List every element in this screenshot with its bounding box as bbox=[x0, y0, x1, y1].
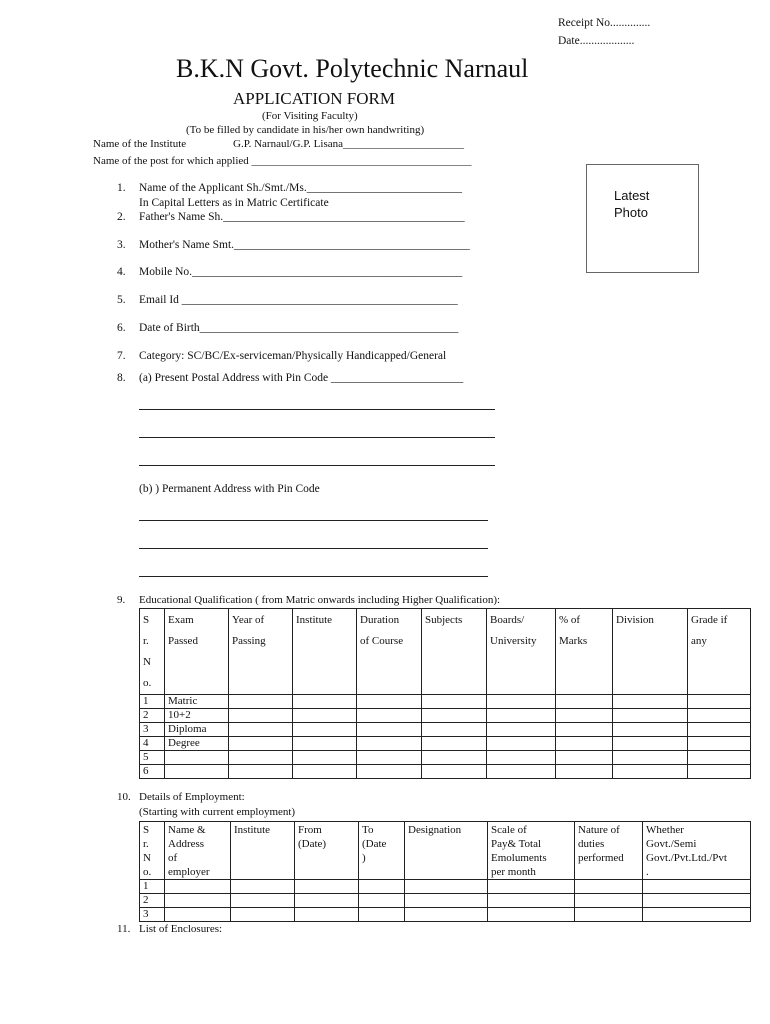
emp-sr-cell: 2 bbox=[140, 894, 165, 908]
present-address-line[interactable] bbox=[139, 437, 495, 438]
emp-blank-cell[interactable] bbox=[643, 894, 751, 908]
edu-blank-cell[interactable] bbox=[487, 723, 556, 737]
edu-blank-cell[interactable] bbox=[613, 709, 688, 723]
emp-blank-cell[interactable] bbox=[643, 880, 751, 894]
field-1-number: 1. bbox=[117, 182, 126, 194]
table-row bbox=[140, 695, 751, 709]
emp-blank-cell[interactable] bbox=[405, 894, 488, 908]
edu-exam-cell: 10+2 bbox=[165, 709, 229, 723]
receipt-date: Date................... bbox=[558, 35, 635, 47]
emp-blank-cell[interactable] bbox=[359, 880, 405, 894]
edu-sr-cell: 4 bbox=[140, 737, 165, 751]
edu-blank-cell[interactable] bbox=[293, 723, 357, 737]
emp-header-scale: Scale of Pay& Total Emoluments per month bbox=[488, 822, 575, 880]
edu-blank-cell[interactable] bbox=[556, 751, 613, 765]
edu-blank-cell[interactable] bbox=[422, 751, 487, 765]
emp-blank-cell[interactable] bbox=[575, 894, 643, 908]
edu-blank-cell[interactable] bbox=[229, 723, 293, 737]
edu-header-grade: Grade if any bbox=[688, 609, 751, 695]
edu-blank-cell[interactable] bbox=[422, 723, 487, 737]
emp-blank-cell[interactable] bbox=[488, 894, 575, 908]
emp-blank-cell[interactable] bbox=[359, 908, 405, 922]
edu-blank-cell[interactable] bbox=[487, 709, 556, 723]
edu-blank-cell[interactable] bbox=[556, 695, 613, 709]
emp-header-employer: Name & Address of employer bbox=[165, 822, 231, 880]
edu-blank-cell[interactable] bbox=[357, 737, 422, 751]
emp-header-to: To (Date ) bbox=[359, 822, 405, 880]
edu-blank-cell[interactable] bbox=[229, 695, 293, 709]
post-applied-line[interactable]: Name of the post for which applied ________________________________________ bbox=[93, 155, 472, 167]
edu-exam-cell[interactable] bbox=[165, 751, 229, 765]
emp-header-from: From (Date) bbox=[295, 822, 359, 880]
edu-header-institute: Institute bbox=[293, 609, 357, 695]
emp-header-nature: Nature of duties performed bbox=[575, 822, 643, 880]
table-row bbox=[140, 908, 751, 922]
edu-blank-cell[interactable] bbox=[229, 765, 293, 779]
field-mother-name[interactable]: Mother's Name Smt._________________________________________ bbox=[139, 239, 470, 251]
emp-blank-cell[interactable] bbox=[405, 880, 488, 894]
edu-blank-cell[interactable] bbox=[422, 765, 487, 779]
field-father-name[interactable]: Father's Name Sh.__________________________________________ bbox=[139, 211, 465, 223]
edu-blank-cell[interactable] bbox=[422, 695, 487, 709]
edu-blank-cell[interactable] bbox=[688, 751, 751, 765]
edu-header-subjects: Subjects bbox=[422, 609, 487, 695]
edu-blank-cell[interactable] bbox=[293, 709, 357, 723]
table-row bbox=[140, 880, 751, 894]
field-present-address[interactable]: (a) Present Postal Address with Pin Code _______________________ bbox=[139, 372, 464, 384]
edu-blank-cell[interactable] bbox=[487, 751, 556, 765]
edu-blank-cell[interactable] bbox=[422, 737, 487, 751]
institute-value[interactable]: G.P. Narnaul/G.P. Lisana______________________ bbox=[233, 138, 464, 150]
edu-header-duration: Duration of Course bbox=[357, 609, 422, 695]
edu-blank-cell[interactable] bbox=[487, 765, 556, 779]
table-row bbox=[140, 709, 751, 723]
employment-title: Details of Employment: bbox=[139, 791, 245, 803]
table-row bbox=[140, 894, 751, 908]
table-row bbox=[140, 765, 751, 779]
permanent-address-label: (b) ) Permanent Address with Pin Code bbox=[139, 483, 320, 495]
edu-blank-cell[interactable] bbox=[293, 737, 357, 751]
present-address-line[interactable] bbox=[139, 465, 495, 466]
edu-blank-cell[interactable] bbox=[357, 751, 422, 765]
emp-blank-cell[interactable] bbox=[231, 894, 295, 908]
receipt-number: Receipt No.............. bbox=[558, 17, 651, 29]
table-row bbox=[140, 751, 751, 765]
institute-label: Name of the Institute bbox=[93, 138, 187, 150]
edu-blank-cell[interactable] bbox=[688, 709, 751, 723]
emp-blank-cell[interactable] bbox=[231, 908, 295, 922]
edu-blank-cell[interactable] bbox=[688, 765, 751, 779]
edu-blank-cell[interactable] bbox=[613, 765, 688, 779]
edu-header-division: Division bbox=[613, 609, 688, 695]
emp-blank-cell[interactable] bbox=[231, 880, 295, 894]
emp-blank-cell[interactable] bbox=[295, 880, 359, 894]
edu-blank-cell[interactable] bbox=[688, 737, 751, 751]
emp-blank-cell[interactable] bbox=[575, 908, 643, 922]
emp-blank-cell[interactable] bbox=[165, 894, 231, 908]
field-6-number: 6. bbox=[117, 322, 126, 334]
form-subtitle-visiting: (For Visiting Faculty) bbox=[262, 110, 358, 122]
employment-subtitle: (Starting with current employment) bbox=[139, 806, 296, 818]
edu-blank-cell[interactable] bbox=[556, 765, 613, 779]
table-row bbox=[140, 737, 751, 751]
edu-blank-cell[interactable] bbox=[688, 695, 751, 709]
edu-blank-cell[interactable] bbox=[613, 737, 688, 751]
employment-table bbox=[139, 821, 751, 922]
form-title: APPLICATION FORM bbox=[233, 89, 395, 108]
edu-blank-cell[interactable] bbox=[487, 737, 556, 751]
emp-sr-cell: 3 bbox=[140, 908, 165, 922]
edu-blank-cell[interactable] bbox=[556, 709, 613, 723]
photo-label-line2: Photo bbox=[614, 205, 648, 220]
edu-blank-cell[interactable] bbox=[357, 765, 422, 779]
field-dob[interactable]: Date of Birth_____________________________________________ bbox=[139, 322, 459, 334]
field-email[interactable]: Email Id ________________________________________________ bbox=[139, 294, 458, 306]
emp-blank-cell[interactable] bbox=[643, 908, 751, 922]
edu-sr-cell: 1 bbox=[140, 695, 165, 709]
photo-box[interactable] bbox=[586, 164, 699, 273]
edu-header-exam: Exam Passed bbox=[165, 609, 229, 695]
edu-sr-cell: 5 bbox=[140, 751, 165, 765]
institute-title: B.K.N Govt. Polytechnic Narnaul bbox=[176, 54, 529, 83]
edu-blank-cell[interactable] bbox=[556, 737, 613, 751]
enclosures-label: List of Enclosures: bbox=[139, 923, 223, 935]
education-table bbox=[139, 608, 751, 779]
edu-blank-cell[interactable] bbox=[293, 751, 357, 765]
edu-sr-cell: 2 bbox=[140, 709, 165, 723]
field-7-number: 7. bbox=[117, 350, 126, 362]
edu-blank-cell[interactable] bbox=[487, 695, 556, 709]
form-subtitle-handwriting: (To be filled by candidate in his/her own handwriting) bbox=[186, 124, 425, 136]
emp-blank-cell[interactable] bbox=[405, 908, 488, 922]
edu-blank-cell[interactable] bbox=[613, 695, 688, 709]
edu-exam-cell: Degree bbox=[165, 737, 229, 751]
employment-number: 10. bbox=[117, 791, 131, 803]
edu-exam-cell: Diploma bbox=[165, 723, 229, 737]
table-row bbox=[140, 723, 751, 737]
emp-header-govt: Whether Govt./Semi Govt./Pvt.Ltd./Pvt . bbox=[643, 822, 751, 880]
edu-sr-cell: 3 bbox=[140, 723, 165, 737]
field-4-number: 4. bbox=[117, 266, 126, 278]
edu-blank-cell[interactable] bbox=[229, 709, 293, 723]
edu-exam-cell: Matric bbox=[165, 695, 229, 709]
edu-header-board: Boards/ University bbox=[487, 609, 556, 695]
emp-blank-cell[interactable] bbox=[575, 880, 643, 894]
emp-header-institute: Institute bbox=[231, 822, 295, 880]
education-title: Educational Qualification ( from Matric onwards including Higher Qualification): bbox=[139, 594, 501, 606]
edu-blank-cell[interactable] bbox=[293, 695, 357, 709]
edu-exam-cell[interactable] bbox=[165, 765, 229, 779]
field-5-number: 5. bbox=[117, 294, 126, 306]
edu-blank-cell[interactable] bbox=[357, 695, 422, 709]
emp-header-sr: S r. N o. bbox=[140, 822, 165, 880]
emp-blank-cell[interactable] bbox=[488, 908, 575, 922]
emp-blank-cell[interactable] bbox=[165, 880, 231, 894]
present-address-line[interactable] bbox=[139, 409, 495, 410]
edu-blank-cell[interactable] bbox=[293, 765, 357, 779]
field-mobile[interactable]: Mobile No._______________________________________________ bbox=[139, 266, 463, 278]
edu-sr-cell: 6 bbox=[140, 765, 165, 779]
edu-blank-cell[interactable] bbox=[357, 723, 422, 737]
emp-blank-cell[interactable] bbox=[295, 894, 359, 908]
photo-label-line1: Latest bbox=[614, 188, 650, 203]
field-capital-note: In Capital Letters as in Matric Certificate bbox=[139, 197, 329, 209]
employment-header-row bbox=[140, 822, 751, 880]
edu-blank-cell[interactable] bbox=[422, 709, 487, 723]
emp-header-designation: Designation bbox=[405, 822, 488, 880]
field-category[interactable]: Category: SC/BC/Ex-serviceman/Physically Handicapped/General bbox=[139, 350, 447, 362]
permanent-address-line[interactable] bbox=[139, 576, 488, 577]
emp-blank-cell[interactable] bbox=[488, 880, 575, 894]
edu-blank-cell[interactable] bbox=[357, 709, 422, 723]
edu-blank-cell[interactable] bbox=[556, 723, 613, 737]
edu-blank-cell[interactable] bbox=[688, 723, 751, 737]
edu-header-marks: % of Marks bbox=[556, 609, 613, 695]
emp-blank-cell[interactable] bbox=[295, 908, 359, 922]
enclosures-number: 11. bbox=[117, 923, 131, 935]
edu-blank-cell[interactable] bbox=[613, 723, 688, 737]
field-8-number: 8. bbox=[117, 372, 126, 384]
emp-blank-cell[interactable] bbox=[359, 894, 405, 908]
edu-blank-cell[interactable] bbox=[229, 737, 293, 751]
edu-header-sr: S r. N o. bbox=[140, 609, 165, 695]
edu-blank-cell[interactable] bbox=[229, 751, 293, 765]
education-header-row bbox=[140, 609, 751, 695]
emp-sr-cell: 1 bbox=[140, 880, 165, 894]
edu-blank-cell[interactable] bbox=[613, 751, 688, 765]
education-number: 9. bbox=[117, 594, 126, 606]
field-applicant-name[interactable]: Name of the Applicant Sh./Smt./Ms.___________________________ bbox=[139, 182, 462, 194]
field-2-number: 2. bbox=[117, 211, 126, 223]
permanent-address-line[interactable] bbox=[139, 520, 488, 521]
permanent-address-line[interactable] bbox=[139, 548, 488, 549]
field-3-number: 3. bbox=[117, 239, 126, 251]
emp-blank-cell[interactable] bbox=[165, 908, 231, 922]
edu-header-year: Year of Passing bbox=[229, 609, 293, 695]
